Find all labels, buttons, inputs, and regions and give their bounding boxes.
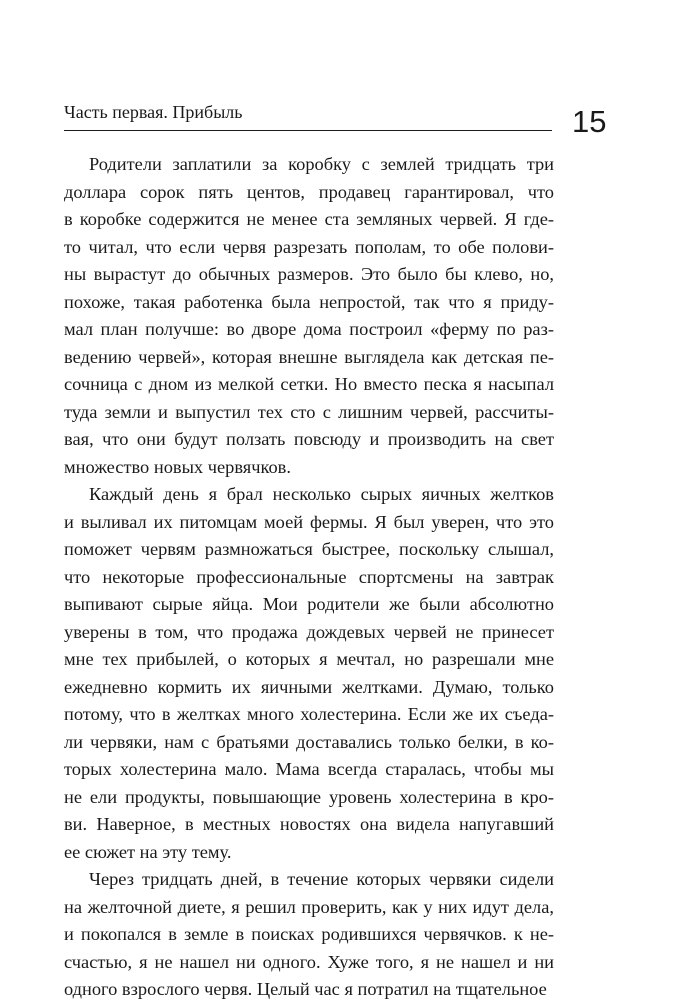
text-line: то читал, что если червя разрезать пополам, то обе полови- [64, 236, 554, 257]
text-line: ведению червей», которая внешне выглядела как детская пе- [64, 346, 554, 367]
text-line: одного взрослого червя. Целый час я потратил на тщательное [64, 979, 547, 999]
text-line: на желточной диете, я решил проверить, как у них идут дела, [64, 896, 554, 917]
text-line: не ели продукты, повышающие уровень холестерина в кро- [64, 786, 554, 807]
text-line: ли червяки, нам с братьями доставались только белки, в ко- [64, 731, 554, 752]
page-number: 15 [572, 104, 607, 139]
text-line: и покопался в земле в поисках родившихся червячков. к не- [64, 924, 554, 944]
text-line: Родители заплатили за коробку с землей тридцать три [89, 154, 554, 174]
text-line: ны вырастут до обычных размеров. Это было бы клево, но, [64, 264, 554, 284]
paragraph [64, 481, 554, 866]
text-line: похоже, такая работенка была непростой, так что я приду- [64, 291, 554, 312]
text-line: что некоторые профессиональные спортсмены на завтрак [64, 566, 554, 587]
text-line: туда земли и выпустил тех сто с лишним червей, рассчиты- [64, 401, 554, 422]
text-line: Каждый день я брал несколько сырых яичных желтков [89, 484, 554, 504]
text-line: ежедневно кормить их яичными желтками. Думаю, только [64, 676, 554, 697]
text-line: множество новых червячков. [64, 456, 291, 477]
text-line: поможет червям размножаться быстрее, поскольку слышал, [64, 539, 554, 559]
paragraph [64, 866, 554, 1004]
paragraph [64, 151, 554, 481]
text-line: уверены в том, что продажа дождевых червей не принесет [64, 621, 554, 642]
text-line: сочница с дном из мелкой сетки. Но вместо песка я насыпал [64, 374, 554, 394]
text-line: доллара сорок пять центов, продавец гарантировал, что [64, 181, 554, 202]
text-line: торых холестерина мало. Мама всегда старалась, чтобы мы [64, 759, 554, 779]
text-line: и выливал их питомцам моей фермы. Я был уверен, что это [64, 511, 554, 532]
text-line: потому, что в желтках много холестерина. Если же их съеда- [64, 704, 554, 724]
text-line: вая, что они будут ползать повсюду и производить на свет [64, 429, 554, 449]
text-line: мне тех прибылей, о которых я мечтал, но разрешали мне [64, 649, 554, 669]
header-rule [64, 130, 552, 131]
text-line: ее сюжет на эту тему. [64, 841, 232, 862]
text-line: выпивают сырые яйца. Мои родители же были абсолютно [64, 594, 554, 614]
text-line: счастью, я не нашел ни одного. Хуже того, я не нашел и ни [64, 951, 554, 972]
text-line: мал план получше: во дворе дома построил «ферму по раз- [64, 319, 554, 339]
text-line: в коробке содержится не менее ста земляных червей. Я где- [64, 209, 554, 229]
text-line: Через тридцать дней, в течение которых червяки сидели [89, 869, 554, 889]
text-line: ви. Наверное, в местных новостях она видела напугавший [64, 814, 554, 834]
running-header-title: Часть первая. Прибыль [64, 102, 243, 122]
body-text [64, 151, 554, 1004]
